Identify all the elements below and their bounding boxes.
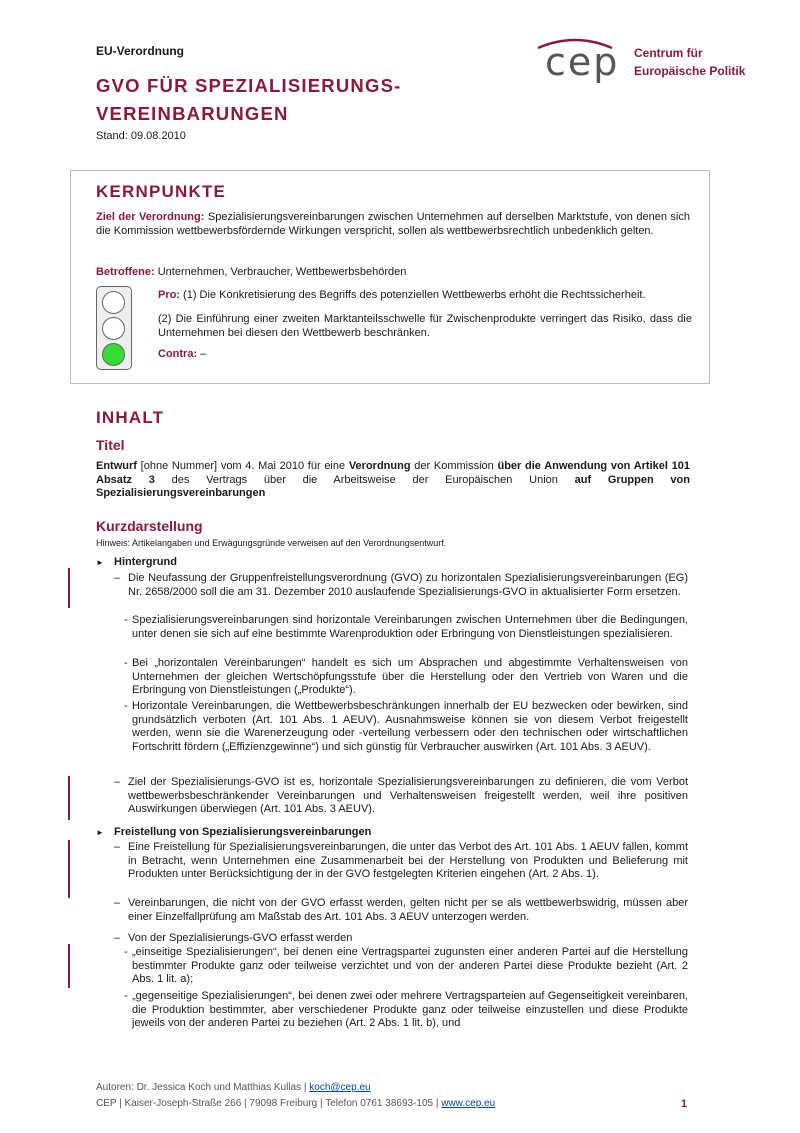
title-line-1: GVO FÜR SPEZIALISIERUNGS-: [96, 75, 402, 96]
cep-logo: cep: [545, 40, 620, 84]
sub-dash-marker: -: [124, 614, 128, 626]
freistellung-item-2: Vereinbarungen, die nicht von der GVO erfasst werden, gelten nicht per se als wettbewerbswidrig, müssen aber einer Einzelfallprüfung am Maßstab des Art. 101 Abs. 3 AEUV unterzogen werden.: [128, 897, 688, 923]
traffic-light-green: [102, 343, 125, 366]
change-marker: [68, 776, 70, 820]
website-link[interactable]: www.cep.eu: [441, 1098, 496, 1109]
hintergrund-item-1: Die Neufassung der Gruppenfreistellungsverordnung (GVO) zu horizontalen Spezialisierungsvereinbarungen (EG) Nr. 2658/2000 soll die am 31. Dezember 2010 auslaufende Spezialisierungs-GVO in aktualisierter Form ersetzen.: [128, 572, 688, 598]
freistellung-sub-1: „einseitige Spezialisierungen“, bei denen eine Vertragspartei zugunsten einer anderen Partei auf die Herstellung bestimmter Produkte ganz oder teilweise verzichtet und von der anderen Partei diese Produkte bezieht (Art. 2 Abs. 1 lit. a);: [132, 946, 688, 985]
email-link[interactable]: koch@cep.eu: [309, 1082, 371, 1093]
dash-marker: –: [114, 932, 121, 944]
sub-dash-marker: -: [124, 990, 128, 1002]
traffic-light-middle: [102, 317, 125, 340]
dash-marker: –: [114, 897, 121, 909]
hintergrund-sub-1: Spezialisierungsvereinbarungen sind horizontale Vereinbarungen zwischen Unternehmen über die Bedingungen, unter denen sie sich auf eine bestimmte Warenproduktion oder Erbringung von Dienstleistungen spezialisieren.: [132, 614, 688, 640]
sub-dash-marker: -: [124, 700, 128, 712]
kernpunkte-heading: KERNPUNKTE: [96, 182, 227, 201]
dash-marker: –: [114, 776, 121, 788]
titel-heading: Titel: [96, 437, 125, 453]
hintergrund-item-2: Ziel der Spezialisierungs-GVO ist es, horizontale Spezialisierungsvereinbarungen zu definieren, die vom Verbot wettbewerbsbeschränkender Vereinbarungen und Verhaltensweisen freigestellt werden, weil ihre positiven Auswirkungen überwiegen (Art. 101 Abs. 3 AEUV).: [128, 776, 688, 815]
entwurf-paragraph: Entwurf [ohne Nummer] vom 4. Mai 2010 für eine Verordnung der Kommission über die Anwendung von Artikel 101 Absatz 3 des Vertrags über die Arbeitsweise der Europäischen Union auf Gruppen von Spezialisierungsvereinbarungen: [96, 460, 690, 499]
ziel-paragraph: Ziel der Verordnung: Spezialisierungsvereinbarungen zwischen Unternehmen auf derselben Marktstufe, von denen sich die Kommission wettbewerbsfördernde Wirkungen verspricht, sollen als wettbewerbsrechtlich unbedenklich gelten.: [96, 211, 690, 237]
hintergrund-heading: ► Hintergrund: [96, 556, 177, 568]
document-type: EU-Verordnung: [96, 44, 185, 58]
change-marker: [68, 840, 70, 898]
hintergrund-sub-2: Bei „horizontalen Vereinbarungen“ handelt es sich um Absprachen und abgestimmte Verhaltensweisen von Unternehmen der gleichen Wertschöpfungsstufe über die Herstellung oder den Vertrieb von Waren und die Erbringung von Dienstleistungen („Produkte“).: [132, 657, 688, 696]
pro-paragraph-2: (2) Die Einführung einer zweiten Marktanteilsschwelle für Zwischenprodukte verringert das Risiko, dass die Unternehmen bei diesen den Wettbewerb beschränken.: [158, 313, 692, 339]
freistellung-heading: ► Freistellung von Spezialisierungsvereinbarungen: [96, 826, 372, 838]
betroffene-paragraph: Betroffene: Unternehmen, Verbraucher, Wettbewerbsbehörden: [96, 266, 407, 278]
inhalt-heading: INHALT: [96, 408, 165, 427]
traffic-light-top: [102, 291, 125, 314]
hinweis-note: Hinweis: Artikelangaben und Erwägungsgründe verweisen auf den Verordnungsentwurf.: [96, 538, 447, 548]
change-marker: [68, 944, 70, 988]
sub-dash-marker: -: [124, 657, 128, 669]
footer-address: CEP | Kaiser-Joseph-Straße 266 | 79098 Freiburg | Telefon 0761 38693-105 | www.cep.eu: [96, 1098, 496, 1109]
kurzdarstellung-heading: Kurzdarstellung: [96, 518, 203, 534]
page-number: 1: [681, 1098, 688, 1110]
bullet-arrow-icon: ►: [96, 828, 104, 837]
contra-paragraph: Contra: –: [158, 348, 207, 360]
dash-marker: –: [114, 841, 121, 853]
bullet-arrow-icon: ►: [96, 558, 104, 567]
footer-authors: Autoren: Dr. Jessica Koch und Matthias Kullas | koch@cep.eu: [96, 1082, 371, 1093]
hintergrund-sub-3: Horizontale Vereinbarungen, die Wettbewerbsbeschränkungen innerhalb der EU bezwecken oder bewirken, sind grundsätzlich verboten (Art. 101 Abs. 1 AEUV). Ausnahmsweise können sie von diesem Verbot freigestellt werden, wenn sie die Warenerzeugung oder -verteilung verbessern oder den technischen oder wirtschaftlichen Fortschritt fördern („Effizienzgewinne“) und sich günstig für Verbraucher auswirken (Art. 101 Abs. 3 AEUV).: [132, 700, 688, 753]
freistellung-item-1: Eine Freistellung für Spezialisierungsvereinbarungen, die unter das Verbot des Art. 101 Abs. 1 AEUV fallen, kommt in Betracht, wenn Unternehmen eine Zusammenarbeit bei der Herstellung von Produkten und Belieferung mit Produkten unter Berücksichtigung der in der GVO festgelegten Kriterien eingehen (Art. 2 Abs. 1).: [128, 841, 688, 880]
freistellung-sub-2: „gegenseitige Spezialisierungen“, bei denen zwei oder mehrere Vertragsparteien auf Gegenseitigkeit vereinbaren, die Produktion bestimmter, aber verschiedener Produkte ganz oder teilweise einzustellen und diese Produkte jeweils von der anderen Partei zu beziehen (Art. 2 Abs. 1 lit. b), und: [132, 990, 688, 1029]
title-line-2: VEREINBARUNGEN: [96, 103, 289, 124]
document-date: Stand: 09.08.2010: [96, 130, 186, 142]
organization-name: Centrum für Europäische Politik: [634, 46, 746, 78]
freistellung-item-3: Von der Spezialisierungs-GVO erfasst werden: [128, 932, 353, 944]
traffic-light-icon: [96, 286, 132, 370]
sub-dash-marker: -: [124, 946, 128, 958]
dash-marker: –: [114, 572, 121, 584]
change-marker: [68, 568, 70, 608]
pro-paragraph-1: Pro: (1) Die Konkretisierung des Begriffs des potenziellen Wettbewerbs erhöht die Rechtssicherheit.: [158, 289, 646, 301]
page-title: [96, 72, 401, 128]
